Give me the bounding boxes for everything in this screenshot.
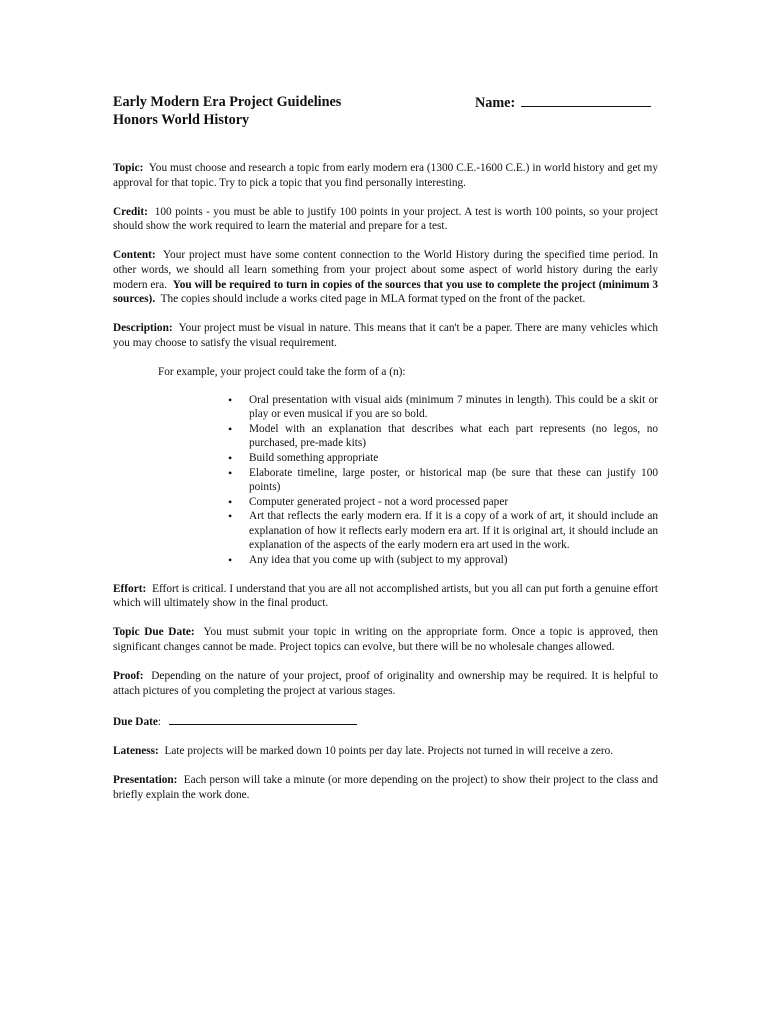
lateness-section (113, 744, 658, 759)
due-date-label: Due Date (113, 715, 158, 728)
content-text-after: The copies should include a works cited page in MLA format typed on the front of the packet. (160, 293, 586, 306)
list-item: • Oral presentation with visual aids (minimum 7 minutes in length). This could be a skit or play or even musical if you are so bold. (249, 393, 658, 422)
example-intro: For example, your project could take the form of a (n): (158, 365, 406, 378)
list-item: • Elaborate timeline, large poster, or historical map (be sure that these can justify 100 points) (249, 466, 658, 495)
proof-label: Proof: (113, 670, 144, 683)
effort-section (113, 582, 658, 611)
credit-label: Credit: (113, 205, 148, 218)
topic-due-text: You must submit your topic in writing on the appropriate form. Once a topic is approved, then significant changes cannot be made. Project topics can evolve, but there will be no wholesale changes allowed. (113, 626, 659, 653)
due-date-colon: : (157, 715, 162, 728)
topic-section (113, 161, 658, 190)
sources-requirement: You will be required to turn in copies of the sources that you use to complete the project (minimum 3 sources). (113, 278, 658, 306)
topic-label: Topic: (113, 162, 144, 174)
description-text: Your project must be visual in nature. This means that it can't be a paper. There are many vehicles which you may choose to satisfy the visual requirement. (113, 322, 659, 349)
content-label: Content: (113, 249, 156, 262)
presentation-text: Each person will take a minute (or more depending on the project) to show their project to the class and briefly explain the work done. (113, 773, 658, 801)
document-page (113, 93, 658, 817)
content-section (113, 248, 658, 306)
proof-text: Depending on the nature of your project, proof of originality and ownership may be required. It is helpful to attach pictures of you completing the project at various stages. (113, 670, 658, 697)
list-item: • Art that reflects the early modern era. If it is a copy of a work of art, it should include an explanation of how it reflects early modern era art. If it is original art, it should include an explanation of the aspects of the early modern era art used in the work. (249, 509, 658, 553)
content-text: Your project must have some content connection to the World History during the specified time period. In other words, we should all learn something from your project about some aspect of world history during the early modern era. (113, 249, 658, 291)
name-blank-line (521, 93, 651, 107)
description-section (113, 321, 658, 350)
lateness-label: Lateness: (113, 744, 159, 757)
credit-text: 100 points - you must be able to justify 100 points in your project. A test is worth 100 points, so your project should show the work required to learn the material and prepare for a test. (113, 205, 658, 233)
effort-label: Effort: (113, 582, 147, 595)
effort-text: Effort is critical. I understand that you are all not accomplished artists, but you all can put forth a genuine effort which will ultimately show in the final product. (113, 582, 658, 610)
proof-section (113, 669, 658, 698)
presentation-label: Presentation: (113, 773, 178, 786)
document-header (113, 93, 658, 133)
lateness-text: Late projects will be marked down 10 points per day late. Projects not turned in will receive a zero. (164, 744, 614, 757)
name-label: Name: (475, 95, 516, 111)
credit-section (113, 205, 658, 234)
list-item: • Any idea that you come up with (subject to my approval) (249, 553, 658, 568)
presentation-section (113, 773, 658, 802)
document-title: Early Modern Era Project Guidelines (113, 94, 342, 110)
list-item: • Model with an explanation that describes what each part represents (no legos, no purchased, pre-made kits) (249, 422, 658, 451)
description-label: Description: (113, 322, 173, 335)
name-field (475, 93, 651, 112)
topic-due-label: Topic Due Date: (113, 626, 195, 639)
topic-due-section (113, 625, 658, 654)
list-item: • Build something appropriate (249, 451, 658, 466)
due-date-blank-line (169, 713, 357, 725)
due-date-section (113, 713, 658, 730)
list-item: • Computer generated project - not a word processed paper (249, 495, 658, 510)
topic-text: You must choose and research a topic from early modern era (1300 C.E.-1600 C.E.) in world history and get my approval for that topic. Try to pick a topic that you find personally interesting. (113, 162, 658, 189)
project-options-list (113, 393, 658, 568)
course-name: Honors World History (113, 112, 250, 128)
